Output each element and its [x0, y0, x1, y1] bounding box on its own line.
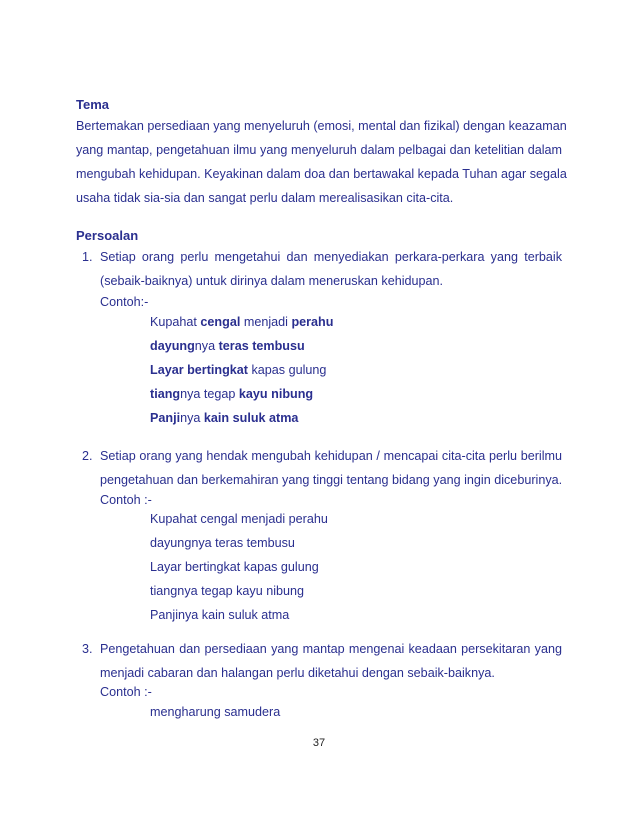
item-line: (sebaik-baiknya) untuk dirinya dalam meneruskan kehidupan. — [100, 274, 444, 288]
verse-run: Kupahat cengal menjadi perahu — [150, 512, 328, 526]
persoalan-item-3 — [76, 637, 562, 685]
verse-run: menjadi — [240, 315, 292, 329]
tema-line: usaha tidak sia-sia dan sangat perlu dalam merealisasikan cita-cita. — [76, 191, 454, 205]
page-number: 37 — [312, 737, 326, 749]
verse-run: kapas gulung — [247, 363, 327, 377]
verse-run: nya — [194, 339, 219, 353]
contoh-label: Contoh :- — [100, 685, 152, 699]
verse-line — [150, 579, 304, 603]
verse-bold-run: kayu nibung — [238, 387, 314, 401]
verse-run: nya tegap — [180, 387, 239, 401]
tema-line: mengubah kehidupan. Keyakinan dalam doa dan bertawakal kepada Tuhan agar segala — [76, 167, 567, 181]
verse-line — [150, 555, 319, 579]
persoalan-heading: Persoalan — [76, 228, 139, 243]
verse-run: tiangnya tegap kayu nibung — [150, 584, 305, 598]
verse-run: nya — [180, 411, 204, 425]
item-number: 2. — [82, 449, 93, 463]
item-line: pengetahuan dan berkemahiran yang tinggi tentang bidang yang ingin diceburinya. — [100, 473, 563, 487]
item-line: Setiap orang perlu mengetahui dan menyediakan perkara-perkara yang terbaik — [100, 250, 562, 264]
verse-line — [150, 310, 333, 334]
verse-bold-run: cengal — [200, 315, 241, 329]
tema-line: Bertemakan persediaan yang menyeluruh (emosi, mental dan fizikal) dengan keazaman — [76, 119, 567, 133]
item-line: Setiap orang yang hendak mengubah kehidupan / mencapai cita-cita perlu berilmu — [100, 449, 562, 463]
verse-line — [150, 507, 328, 531]
verse-bold-run: tiang — [150, 387, 181, 401]
item-number: 3. — [82, 642, 93, 656]
verse-line — [150, 358, 326, 382]
persoalan-item-2 — [76, 444, 562, 492]
tema-line: yang mantap, pengetahuan ilmu yang menyeluruh dalam pelbagai dan ketelitian dalam — [76, 143, 562, 157]
item-number: 1. — [82, 250, 93, 264]
verse-line — [150, 603, 289, 627]
verse-bold-run: teras tembusu — [218, 339, 305, 353]
verse-line — [150, 700, 280, 724]
tema-paragraph — [76, 114, 567, 210]
verse-run: Panjinya kain suluk atma — [150, 608, 290, 622]
verse-bold-run: perahu — [291, 315, 334, 329]
verse-line — [150, 382, 313, 406]
verse-bold-run: Layar bertingkat — [150, 363, 248, 377]
verse-run: Kupahat — [150, 315, 201, 329]
verse-line — [150, 334, 305, 358]
item-line: menjadi cabaran dan halangan perlu diketahui dengan sebaik-baiknya. — [100, 666, 495, 680]
persoalan-item-1 — [76, 245, 562, 293]
verse-run: mengharung samudera — [150, 705, 281, 719]
verse-bold-run: dayung — [150, 339, 195, 353]
verse-line — [150, 406, 298, 430]
contoh-label: Contoh :- — [100, 493, 152, 507]
item-line: Pengetahuan dan persediaan yang mantap mengenai keadaan persekitaran yang — [100, 642, 562, 656]
verse-bold-run: Panji — [150, 411, 181, 425]
contoh-label: Contoh:- — [100, 295, 149, 309]
verse-run: dayungnya teras tembusu — [150, 536, 295, 550]
verse-run: Layar bertingkat kapas gulung — [150, 560, 319, 574]
tema-heading: Tema — [76, 97, 109, 112]
verse-line — [150, 531, 295, 555]
verse-bold-run: kain suluk atma — [203, 411, 299, 425]
